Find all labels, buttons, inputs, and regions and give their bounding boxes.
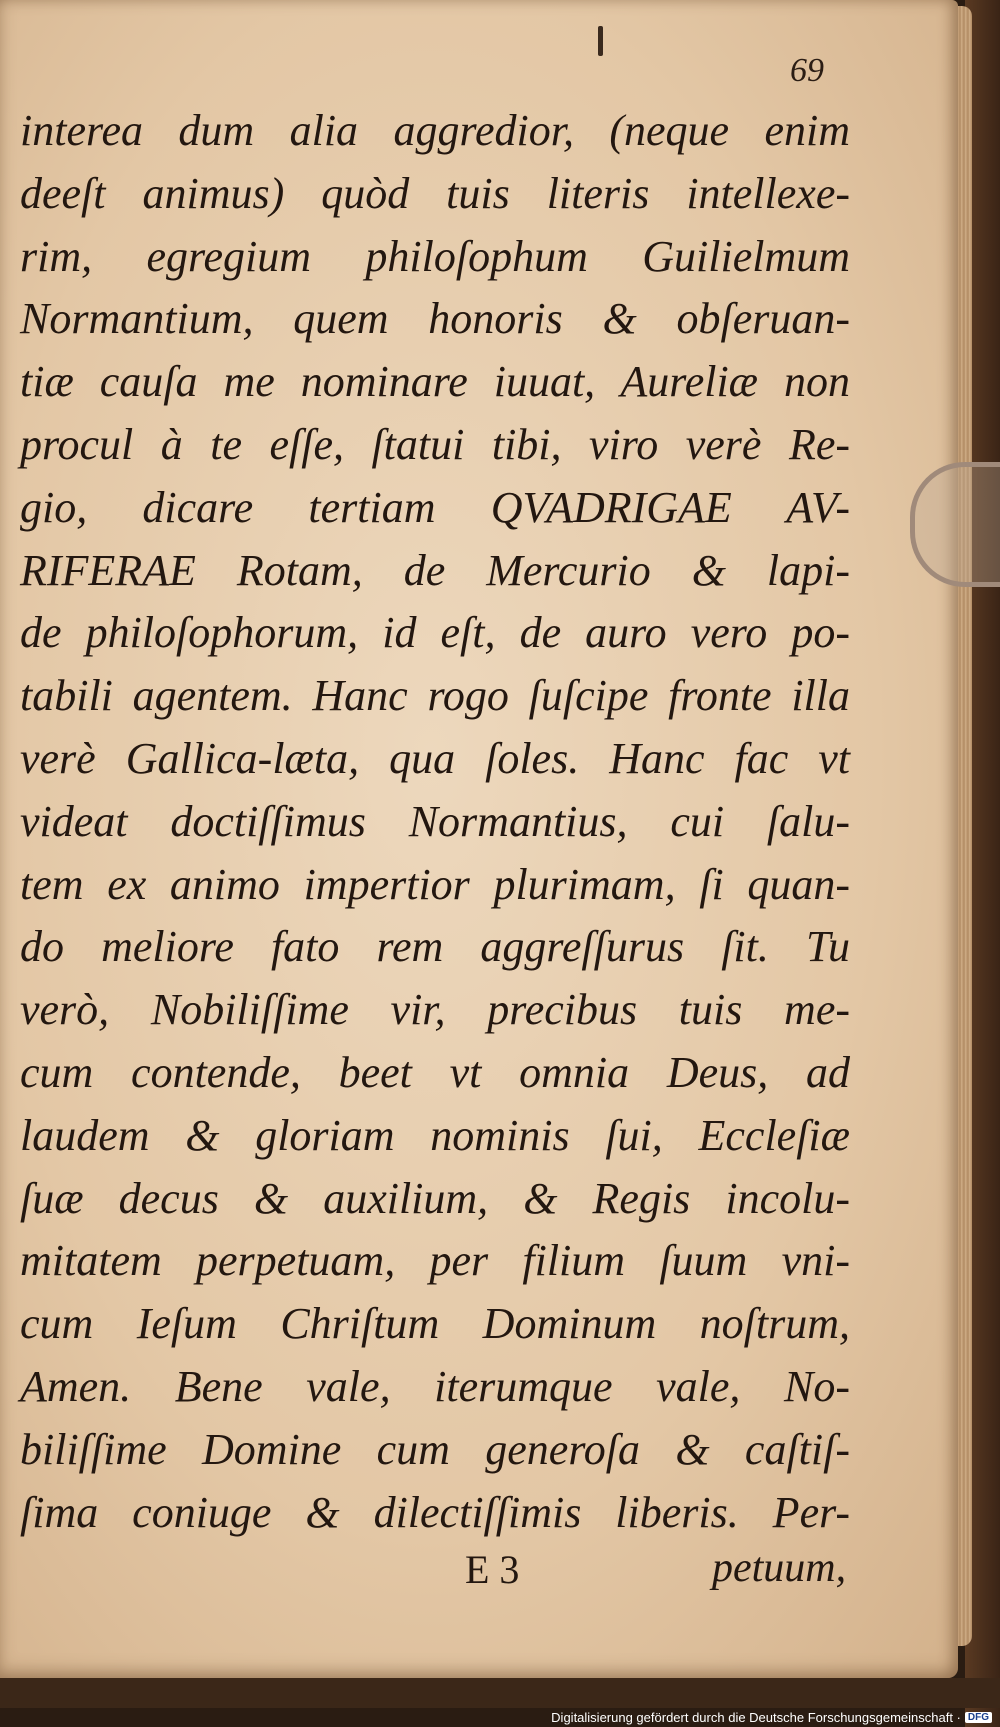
text-line: cum Ieſum Chriſtum Dominum noſtrum, xyxy=(20,1299,850,1349)
text-line: Amen. Bene vale, iterumque vale, No- xyxy=(20,1361,850,1411)
text-line: mitatem perpetuam, per filium ſuum vni- xyxy=(20,1236,850,1286)
text-line: ſima coniuge & dilectiſſimis liberis. Per- xyxy=(20,1487,850,1537)
text-line: ſuæ decus & auxilium, & Regis incolu- xyxy=(20,1173,850,1223)
digitization-credit xyxy=(551,1710,992,1725)
body-text xyxy=(20,100,850,1544)
text-line: verè Gallica-læta, qua ſoles. Hanc fac vt xyxy=(20,733,850,783)
page-footer xyxy=(0,1540,958,1610)
signature-mark: E 3 xyxy=(465,1547,520,1592)
catchword: petuum, xyxy=(712,1545,847,1591)
text-line: laudem & gloriam nominis ſui, Eccleſiæ xyxy=(20,1110,850,1160)
text-line: Normantium, quem honoris & obſeruan- xyxy=(20,294,850,344)
text-line: verò, Nobiliſſime vir, precibus tuis me- xyxy=(20,985,850,1035)
text-line: tem ex animo impertior plurimam, ſi quan- xyxy=(20,859,850,909)
text-line: do meliore fato rem aggreſſurus ſit. Tu xyxy=(20,922,850,972)
text-line: tiæ cauſa me nominare iuuat, Aureliæ non xyxy=(20,357,850,407)
text-line: rim, egregium philoſophum Guilielmum xyxy=(20,231,850,281)
dfg-logo: DFG xyxy=(965,1712,992,1723)
text-line: procul à te eſſe, ſtatui tibi, viro verè Re- xyxy=(20,419,850,469)
credit-text: Digitalisierung gefördert durch die Deutsche Forschungsgemeinschaft · xyxy=(551,1710,961,1725)
page-number: 69 xyxy=(790,52,824,89)
text-line: de philoſophorum, id eſt, de auro vero po- xyxy=(20,608,850,658)
ink-mark xyxy=(598,26,603,56)
text-line: biliſſime Domine cum generoſa & caſtiſ- xyxy=(20,1424,850,1474)
text-line: videat doctiſſimus Normantius, cui ſalu- xyxy=(20,796,850,846)
text-line: deeſt animus) quòd tuis literis intellexe- xyxy=(20,168,850,218)
text-line: interea dum alia aggredior, (neque enim xyxy=(20,106,850,155)
book-clip xyxy=(910,462,1000,587)
text-line: RIFERAE Rotam, de Mercurio & lapi- xyxy=(20,545,850,595)
text-line: gio, dicare tertiam QVADRIGAE AV- xyxy=(20,482,850,532)
text-line: cum contende, beet vt omnia Deus, ad xyxy=(20,1047,850,1097)
scan-background-bottom xyxy=(0,1678,1000,1708)
text-line: tabili agentem. Hanc rogo ſuſcipe fronte illa xyxy=(20,671,850,721)
